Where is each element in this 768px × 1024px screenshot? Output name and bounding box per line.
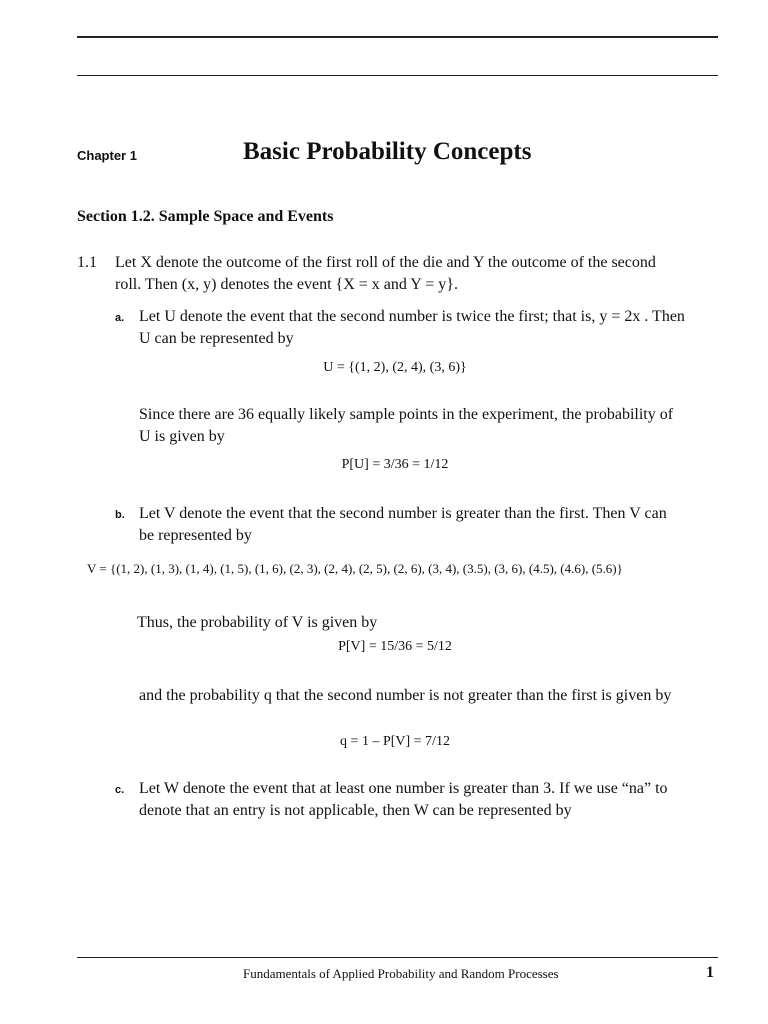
part-b-para2: and the probability q that the second number is not greater than the first is given by (139, 687, 672, 704)
part-b-para1: Thus, the probability of V is given by (137, 614, 378, 631)
part-a-label: a. (115, 312, 125, 324)
part-b-line1: Let V denote the event that the second number is greater than the first. Then V can (139, 505, 667, 522)
part-b-probability: P[V] = 15/36 = 5/12 (338, 639, 452, 654)
part-b-set: V = {(1, 2), (1, 3), (1, 4), (1, 5), (1, 6), (2, 3), (2, 4), (2, 5), (2, 6), (3, 4), (3.5), (3, 6), (4.5), (4.6), (5.6)} (87, 561, 623, 576)
problem-number: 1.1 (77, 254, 97, 271)
part-c-line1: Let W denote the event that at least one number is greater than 3. If we use “na” to (139, 780, 668, 797)
header-rule-bottom (77, 75, 718, 76)
footer-book-title: Fundamentals of Applied Probability and Random Processes (243, 966, 559, 981)
part-b-q: q = 1 – P[V] = 7/12 (340, 734, 450, 749)
part-a-line2: U can be represented by (139, 330, 294, 347)
part-c-label: c. (115, 784, 125, 796)
chapter-title: Basic Probability Concepts (243, 138, 532, 165)
part-a-para-line1: Since there are 36 equally likely sample points in the experiment, the probability of (139, 406, 674, 423)
part-a-line1: Let U denote the event that the second number is twice the first; that is, y = 2x . Then (139, 308, 685, 325)
problem-intro-line2: roll. Then (x, y) denotes the event {X = x and Y = y}. (115, 276, 458, 293)
part-c-line2: denote that an entry is not applicable, then W can be represented by (139, 802, 572, 819)
part-a-set: U = {(1, 2), (2, 4), (3, 6)} (323, 360, 467, 375)
problem-intro-line1: Let X denote the outcome of the first roll of the die and Y the outcome of the second (115, 254, 656, 271)
chapter-label: Chapter 1 (77, 148, 137, 163)
footer-rule (77, 957, 718, 958)
part-a-probability: P[U] = 3/36 = 1/12 (341, 457, 449, 472)
part-b-line2: be represented by (139, 527, 252, 544)
footer-page-number: 1 (706, 964, 714, 981)
part-b-label: b. (115, 509, 125, 521)
header-rule-top (77, 36, 718, 38)
section-heading: Section 1.2. Sample Space and Events (77, 208, 334, 225)
part-a-para-line2: U is given by (139, 428, 225, 445)
